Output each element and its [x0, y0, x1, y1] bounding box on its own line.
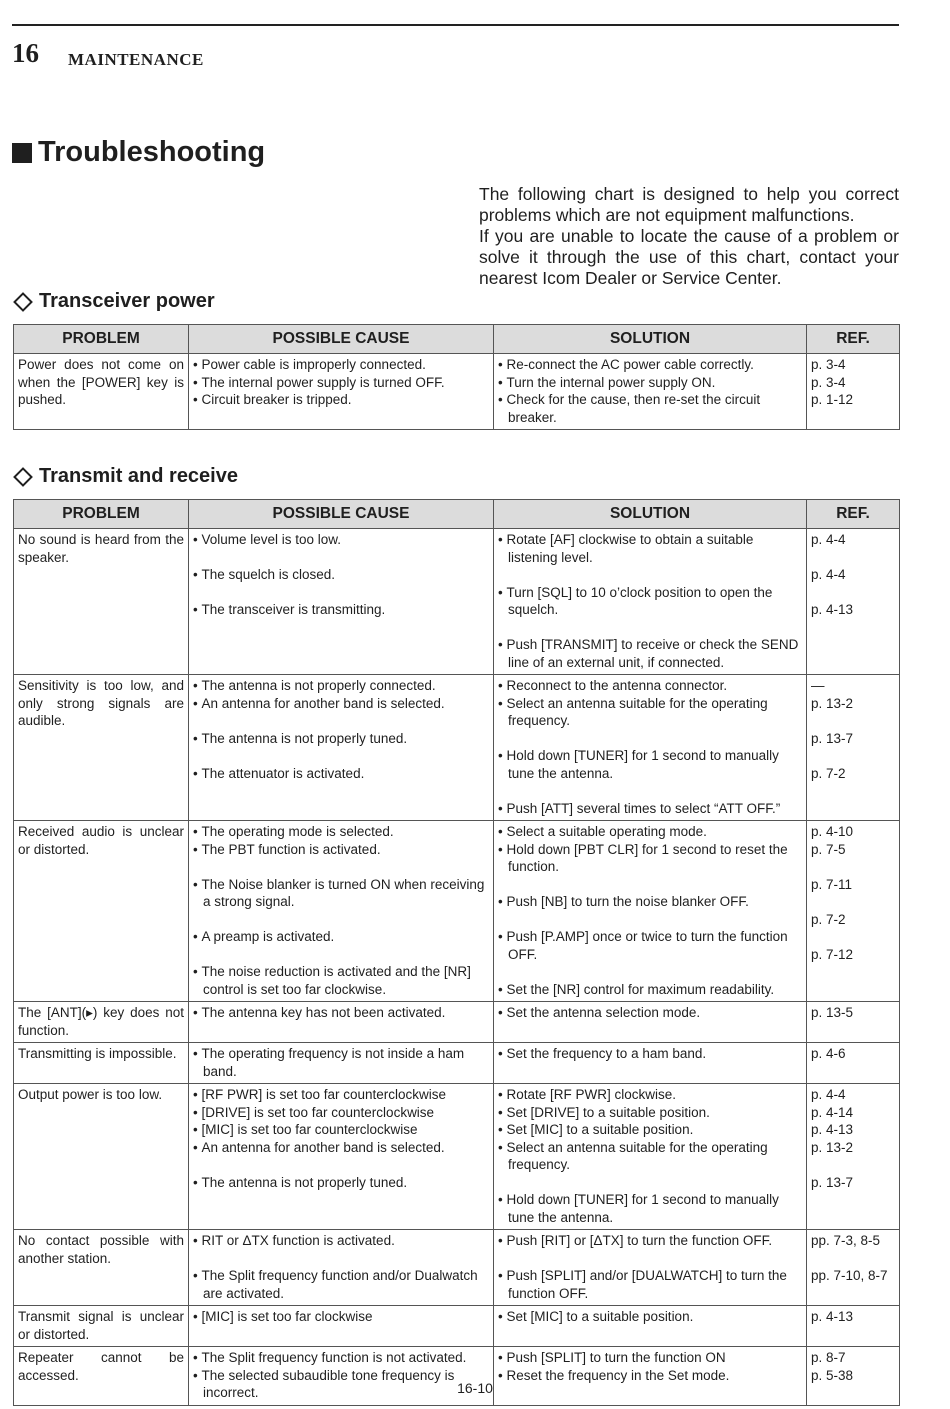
solution-item: • Select an antenna suitable for the operating frequency.	[498, 695, 802, 730]
cause-item: • The antenna is not properly connected.	[193, 677, 489, 695]
ref-item: p. 4-13	[811, 1309, 854, 1324]
solution-item: • Reset the frequency in the Set mode.	[498, 1367, 802, 1385]
cause-item: • The noise reduction is activated and the [NR] control is set too far clockwise.	[193, 963, 489, 998]
chapter-number: 16	[12, 38, 39, 68]
cause-item: • The antenna key has not been activated.	[193, 1004, 489, 1022]
spacer	[811, 584, 895, 602]
problem-cell: No contact possible with another station.	[14, 1230, 189, 1306]
ref-item: p. 13-2	[811, 695, 854, 711]
diamond-bullet-icon	[13, 467, 33, 487]
solution-item: • Set [DRIVE] to a suitable position.	[498, 1104, 802, 1122]
spacer	[498, 730, 802, 748]
subsection-title-transceiver-power	[12, 290, 215, 313]
cause-cell	[189, 1230, 494, 1306]
solution-cell	[494, 821, 807, 1002]
ref-item: p. 7-12	[811, 946, 854, 962]
column-header: SOLUTION	[494, 325, 807, 354]
spacer	[193, 747, 489, 765]
column-header: POSSIBLE CAUSE	[189, 325, 494, 354]
ref-cell	[807, 1306, 900, 1347]
cause-item: • Circuit breaker is tripped.	[193, 391, 489, 409]
subsection-title-text: Transmit and receive	[39, 465, 238, 487]
spacer	[498, 782, 802, 800]
ref-item: p. 7-2	[811, 911, 846, 927]
solution-item: • Rotate [AF] clockwise to obtain a suitable listening level.	[498, 531, 802, 566]
cause-cell	[189, 1002, 494, 1043]
problem-cell: Power does not come on when the [POWER] key is pushed.	[14, 354, 189, 430]
cause-item: • The operating frequency is not inside a ham band.	[193, 1045, 489, 1080]
table-row	[14, 354, 900, 430]
cause-item: • RIT or ΔTX function is activated.	[193, 1232, 489, 1250]
cause-item: • An antenna for another band is selected.	[193, 1139, 489, 1157]
solution-item: • Re-connect the AC power cable correctly.	[498, 356, 802, 374]
section-title-text: Troubleshooting	[38, 136, 266, 168]
spacer	[498, 876, 802, 894]
solution-item: • Set the frequency to a ham band.	[498, 1045, 802, 1063]
cause-item: • The PBT function is activated.	[193, 841, 489, 859]
ref-item: p. 13-7	[811, 730, 854, 746]
table-row	[14, 1043, 900, 1084]
table-row	[14, 1347, 900, 1406]
section-title	[12, 136, 265, 169]
solution-cell	[494, 1002, 807, 1043]
ref-cell	[807, 529, 900, 675]
solution-item: • Select a suitable operating mode.	[498, 823, 802, 841]
spacer	[193, 946, 489, 964]
ref-item: p. 4-6	[811, 1046, 846, 1061]
problem-cell: Received audio is unclear or distorted.	[14, 821, 189, 1002]
solution-cell	[494, 529, 807, 675]
solution-item: • Push [P.AMP] once or twice to turn the function OFF.	[498, 928, 802, 963]
problem-cell: Transmit signal is unclear or distorted.	[14, 1306, 189, 1347]
spacer	[193, 911, 489, 929]
spacer	[811, 712, 895, 730]
spacer	[193, 1250, 489, 1268]
cause-item: • The antenna is not properly tuned.	[193, 730, 489, 748]
column-header: REF.	[807, 500, 900, 529]
solution-cell	[494, 354, 807, 430]
ref-cell	[807, 1230, 900, 1306]
solution-item: • Set the antenna selection mode.	[498, 1004, 802, 1022]
solution-item: • Turn the internal power supply ON.	[498, 374, 802, 392]
ref-item: p. 4-4	[811, 1087, 846, 1102]
spacer	[811, 747, 895, 765]
ref-item: p. 3-4	[811, 357, 846, 372]
solution-item: • Rotate [RF PWR] clockwise.	[498, 1086, 802, 1104]
ref-item: p. 4-10	[811, 824, 854, 839]
intro-paragraph: The following chart is designed to help you correct problems which are not equipment malfunctions.	[479, 184, 899, 225]
ref-item: p. 1-12	[811, 392, 854, 407]
table-header-row	[14, 500, 900, 529]
cause-item: • The antenna is not properly tuned.	[193, 1174, 489, 1192]
ref-cell	[807, 821, 900, 1002]
spacer	[193, 858, 489, 876]
solution-item: • Push [TRANSMIT] to receive or check the SEND line of an external unit, if connected.	[498, 636, 802, 671]
solution-item: • Push [ATT] several times to select “ATT OFF.”	[498, 800, 802, 818]
cause-item: • [MIC] is set too far counterclockwise	[193, 1121, 489, 1139]
cause-cell	[189, 675, 494, 821]
square-bullet-icon	[12, 143, 32, 163]
solution-item: • Hold down [TUNER] for 1 second to manually tune the antenna.	[498, 747, 802, 782]
ref-item: p. 4-13	[811, 602, 854, 617]
cause-item: • Power cable is improperly connected.	[193, 356, 489, 374]
solution-item: • Check for the cause, then re-set the circuit breaker.	[498, 391, 802, 426]
cause-item: • The operating mode is selected.	[193, 823, 489, 841]
ref-item: p. 13-5	[811, 1005, 854, 1020]
cause-item: • The transceiver is transmitting.	[193, 601, 489, 619]
solution-item: • Hold down [PBT CLR] for 1 second to reset the function.	[498, 841, 802, 876]
ref-item: p. 4-13	[811, 1122, 854, 1137]
troubleshooting-table-power	[13, 324, 900, 430]
solution-cell	[494, 1084, 807, 1230]
ref-item: p. 7-2	[811, 765, 846, 781]
diamond-bullet-icon	[13, 292, 33, 312]
solution-item: • Select an antenna suitable for the operating frequency.	[498, 1139, 802, 1174]
solution-item: • Turn [SQL] to 10 o’clock position to open the squelch.	[498, 584, 802, 619]
solution-item: • Set the [NR] control for maximum readability.	[498, 981, 802, 999]
spacer	[498, 963, 802, 981]
column-header: REF.	[807, 325, 900, 354]
cause-cell	[189, 821, 494, 1002]
solution-cell	[494, 1347, 807, 1406]
problem-cell: No sound is heard from the speaker.	[14, 529, 189, 675]
solution-item: • Reconnect to the antenna connector.	[498, 677, 802, 695]
intro-paragraph: If you are unable to locate the cause of a problem or solve it through the use of this chart, contact your nearest Icom Dealer or Service Center.	[479, 226, 899, 288]
spacer	[498, 1174, 802, 1192]
subsection-title-text: Transceiver power	[39, 290, 215, 312]
cause-item: • The Split frequency function is not activated.	[193, 1349, 489, 1367]
cause-item: • The Noise blanker is turned ON when receiving a strong signal.	[193, 876, 489, 911]
spacer	[811, 1156, 895, 1174]
table-row	[14, 821, 900, 1002]
cause-item: • The attenuator is activated.	[193, 765, 489, 783]
ref-item: p. 7-11	[811, 876, 853, 892]
solution-item: • Set [MIC] to a suitable position.	[498, 1121, 802, 1139]
spacer	[811, 1250, 895, 1268]
spacer	[811, 893, 895, 911]
table-row	[14, 1002, 900, 1043]
ref-cell	[807, 1002, 900, 1043]
cause-item: • [RF PWR] is set too far counterclockwise	[193, 1086, 489, 1104]
table-row	[14, 675, 900, 821]
problem-cell: Repeater cannot be accessed.	[14, 1347, 189, 1406]
table-row	[14, 1084, 900, 1230]
solution-cell	[494, 1043, 807, 1084]
cause-item: • The Split frequency function and/or Dualwatch are activated.	[193, 1267, 489, 1302]
ref-item: p. 13-7	[811, 1174, 854, 1190]
cause-item: • A preamp is activated.	[193, 928, 489, 946]
spacer	[498, 619, 802, 637]
table-row	[14, 1306, 900, 1347]
cause-cell	[189, 1306, 494, 1347]
column-header: PROBLEM	[14, 325, 189, 354]
ref-cell	[807, 1043, 900, 1084]
solution-cell	[494, 675, 807, 821]
cause-cell	[189, 529, 494, 675]
spacer	[193, 1156, 489, 1174]
problem-cell: Output power is too low.	[14, 1084, 189, 1230]
ref-cell	[807, 1347, 900, 1406]
spacer	[811, 549, 895, 567]
top-rule	[12, 24, 899, 26]
cause-item: • The squelch is closed.	[193, 566, 489, 584]
intro-text	[479, 184, 899, 289]
solution-item: • Push [SPLIT] to turn the function ON	[498, 1349, 802, 1367]
solution-cell	[494, 1306, 807, 1347]
ref-cell	[807, 354, 900, 430]
cause-cell	[189, 1084, 494, 1230]
ref-item: p. 8-7	[811, 1350, 846, 1365]
cause-item: • Volume level is too low.	[193, 531, 489, 549]
ref-item: p. 4-4	[811, 532, 846, 547]
spacer	[193, 712, 489, 730]
column-header: PROBLEM	[14, 500, 189, 529]
solution-item: • Set [MIC] to a suitable position.	[498, 1308, 802, 1326]
table-header-row	[14, 325, 900, 354]
solution-item: • Push [RIT] or [ΔTX] to turn the function OFF.	[498, 1232, 802, 1250]
ref-cell	[807, 1084, 900, 1230]
problem-cell: The [ANT](▸) key does not function.	[14, 1002, 189, 1043]
spacer	[811, 928, 895, 946]
page-number: 16-10	[457, 1380, 493, 1396]
cause-item: • An antenna for another band is selected.	[193, 695, 489, 713]
ref-item: p. 4-14	[811, 1104, 854, 1120]
ref-item: pp. 7-3, 8-5	[811, 1233, 881, 1248]
table-row	[14, 529, 900, 675]
ref-cell	[807, 675, 900, 821]
spacer	[193, 549, 489, 567]
cause-item: • The internal power supply is turned OFF.	[193, 374, 489, 392]
solution-item: • Push [NB] to turn the noise blanker OFF.	[498, 893, 802, 911]
cause-cell	[189, 354, 494, 430]
solution-item: • Push [SPLIT] and/or [DUALWATCH] to turn the function OFF.	[498, 1267, 802, 1302]
spacer	[498, 1250, 802, 1268]
column-header: SOLUTION	[494, 500, 807, 529]
spacer	[498, 911, 802, 929]
cause-cell	[189, 1043, 494, 1084]
spacer	[811, 858, 895, 876]
ref-item: pp. 7-10, 8-7	[811, 1268, 888, 1283]
ref-item: p. 4-4	[811, 567, 846, 582]
solution-cell	[494, 1230, 807, 1306]
cause-item: • The selected subaudible tone frequency is incorrect.	[193, 1367, 489, 1402]
spacer	[498, 566, 802, 584]
problem-cell: Transmitting is impossible.	[14, 1043, 189, 1084]
cause-item: • [DRIVE] is set too far counterclockwise	[193, 1104, 489, 1122]
table-row	[14, 1230, 900, 1306]
ref-item: p. 3-4	[811, 374, 846, 390]
column-header: POSSIBLE CAUSE	[189, 500, 494, 529]
ref-item: p. 13-2	[811, 1139, 854, 1155]
troubleshooting-table-transmit-receive	[13, 499, 900, 1406]
spacer	[193, 584, 489, 602]
cause-cell	[189, 1347, 494, 1406]
cause-item: • [MIC] is set too far clockwise	[193, 1308, 489, 1326]
chapter-title: MAINTENANCE	[68, 50, 204, 69]
problem-cell: Sensitivity is too low, and only strong signals are audible.	[14, 675, 189, 821]
solution-item: • Hold down [TUNER] for 1 second to manually tune the antenna.	[498, 1191, 802, 1226]
ref-item: —	[811, 678, 825, 693]
ref-item: p. 7-5	[811, 841, 846, 857]
ref-item: p. 5-38	[811, 1367, 854, 1383]
subsection-title-transmit-receive	[12, 465, 238, 488]
